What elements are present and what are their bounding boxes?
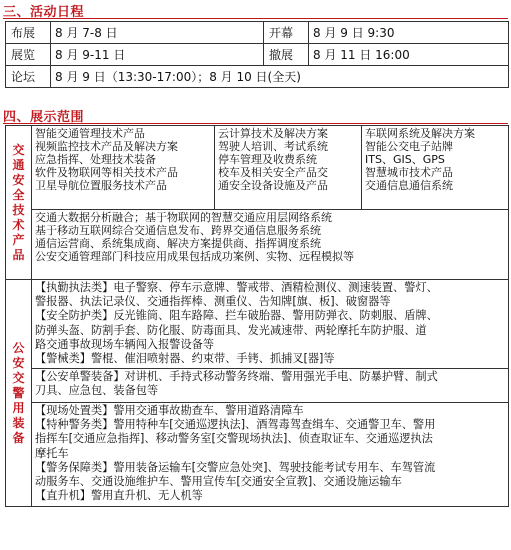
schedule-value: 8 月 9 日（13:30-17:00）；8 月 10 日(全天) — [51, 66, 509, 88]
list-item: 视频监控技术产品及解决方案 — [35, 140, 178, 153]
section-3-title: 三、活动日程 — [3, 5, 85, 20]
list-item: 摩托车 — [35, 446, 69, 460]
traffic-extra — [32, 210, 509, 280]
schedule-label: 展览 — [6, 44, 51, 66]
list-item: 卫星导航位置服务技术产品 — [35, 179, 167, 192]
schedule-label: 论坛 — [6, 66, 51, 88]
traffic-column-1 — [32, 126, 215, 210]
scope-table — [5, 125, 509, 507]
list-item: 停车管理及收费系统 — [218, 153, 317, 166]
schedule-row — [6, 22, 509, 44]
list-item: 智慧城市技术产品 — [365, 166, 453, 179]
list-item: 通安全设备设施及产品 — [218, 179, 328, 192]
list-item: 驾驶人培训、考试系统 — [218, 140, 328, 153]
list-item: 基于移动互联网综合交通信息发布、跨界交通信息服务系统 — [35, 224, 321, 237]
list-item: 警报器、执法记录仪、交通指挥棒、测重仪、告知牌[旗、板]、破窗器等 — [35, 295, 391, 309]
list-item: 刀具、应急包、装备包等 — [35, 384, 159, 398]
list-item: 公安交通管理部门科技应用成果包括成功案例、实物、远程模拟等 — [35, 250, 354, 263]
section-4-divider — [3, 123, 508, 124]
schedule-table — [5, 21, 509, 88]
schedule-value: 8 月 9-11 日 — [51, 44, 264, 66]
list-item: 【特种警务类】警用特种车[交通巡逻执法]、酒驾毒驾查缉车、交通警卫车、警用 — [35, 418, 436, 432]
list-item: 云计算技术及解决方案 — [218, 127, 328, 140]
list-item: 【安全防护类】反光锥筒、阻车路障、拦车破胎器、警用防弹衣、防刺服、盾牌、 — [35, 309, 438, 323]
schedule-label: 撤展 — [264, 44, 309, 66]
list-item: 防弹头盔、防割手套、防化服、防毒面具、发光减速带、两轮摩托车防护服、道 — [35, 323, 427, 337]
list-item: 【警械类】警棍、催泪喷射器、约束带、手铐、抓捕叉[器]等 — [35, 352, 335, 366]
schedule-row — [6, 44, 509, 66]
list-item: 路交通事故现场车辆闯入报警设备等 — [35, 337, 215, 351]
list-item: 指挥车[交通应急指挥]、移动警务室[交警现场执法]、侦查取证车、交通巡逻执法 — [35, 432, 433, 446]
list-item: 交通大数据分析融合；基于物联网的智慧交通应用层网络系统 — [35, 211, 332, 224]
schedule-value: 8 月 7-8 日 — [51, 22, 264, 44]
schedule-label: 布展 — [6, 22, 51, 44]
traffic-row-bottom — [6, 210, 509, 280]
list-item: 【现场处置类】警用交通事故勘查车、警用道路清障车 — [35, 404, 304, 417]
traffic-column-2 — [215, 126, 362, 210]
schedule-label: 开幕 — [264, 22, 309, 44]
police-row-3 — [6, 403, 509, 507]
schedule-value: 8 月 9 日 9:30 — [309, 22, 509, 44]
traffic-category-label: 交 通 安 全 技 术 产 品 — [6, 126, 32, 280]
list-item: 交通信息通信系统 — [365, 179, 453, 192]
traffic-row-top — [6, 126, 509, 210]
traffic-column-3 — [362, 126, 509, 210]
list-item: ITS、GIS、GPS — [365, 153, 445, 166]
list-item: 应急指挥、处理技术装备 — [35, 153, 156, 166]
list-item: 【警务保障类】警用装备运输车[交警应急处突]、驾驶技能考试专用车、车驾管流 — [35, 460, 436, 474]
section-4-title: 四、展示范围 — [3, 110, 85, 125]
police-row-1 — [6, 280, 509, 369]
police-row-2 — [6, 369, 509, 403]
list-item: 动服务车、交通设施维护车、警用宣传车[交通安全宣教]、交通设施运输车 — [35, 475, 402, 489]
schedule-row — [6, 66, 509, 88]
schedule-value: 8 月 11 日 16:00 — [309, 44, 509, 66]
police-category-label: 公 安 交 警 用 装 备 — [6, 280, 32, 507]
list-item: 车联网系统及解决方案 — [365, 127, 475, 140]
list-item: 通信运营商、系统集成商、解决方案提供商、指挥调度系统 — [35, 237, 321, 250]
list-item: 智能交通管理技术产品 — [35, 127, 145, 140]
list-item: 校车及相关安全产品交 — [218, 166, 328, 179]
section-3-divider — [3, 18, 508, 19]
police-block-3 — [32, 403, 509, 507]
police-block-2 — [32, 369, 509, 403]
list-item: 【公安单警装备】对讲机、手持式移动警务终端、警用强光手电、防暴护臂、制式 — [35, 370, 438, 383]
list-item: 智能公交电子站牌 — [365, 140, 453, 153]
police-block-1 — [32, 280, 509, 369]
list-item: 【直升机】警用直升机、无人机等 — [35, 489, 203, 503]
list-item: 软件及物联网等相关技术产品 — [35, 166, 178, 179]
list-item: 【执勤执法类】电子警察、停车示意牌、警戒带、酒精检测仪、测速装置、警灯、 — [35, 281, 438, 294]
